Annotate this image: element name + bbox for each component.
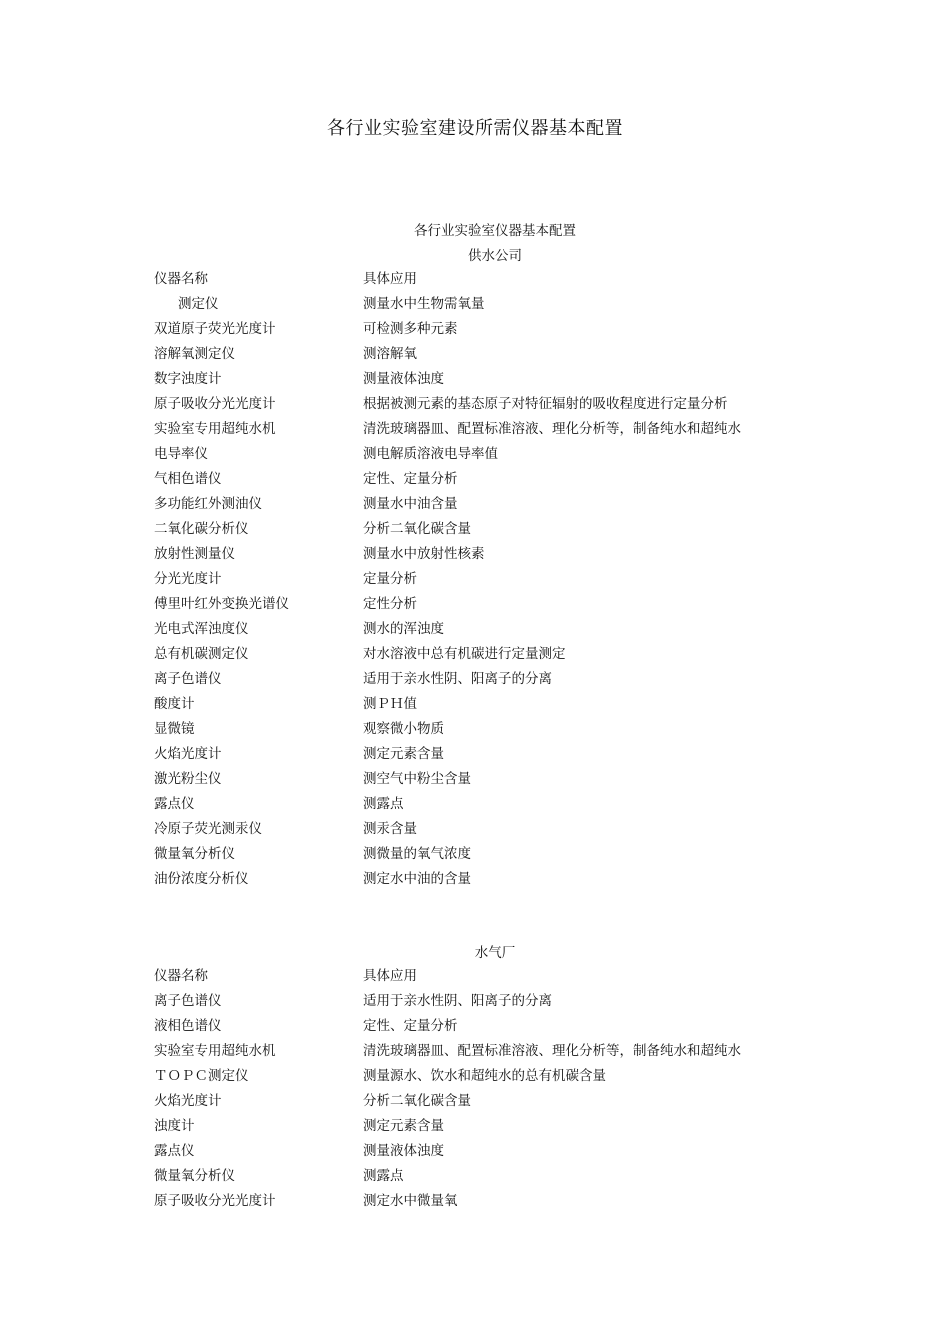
instrument-name: 双道原子荧光光度计 [154, 321, 276, 337]
instrument-name: 分光光度计 [154, 571, 222, 587]
instrument-name: 露点仪 [154, 796, 195, 812]
instrument-name: 显微镜 [154, 721, 195, 737]
document-title: 各行业实验室建设所需仪器基本配置 [327, 118, 623, 139]
instrument-use: 根据被测元素的基态原子对特征辐射的吸收程度进行定量分析 [363, 396, 728, 412]
instrument-name: 光电式浑浊度仪 [154, 621, 249, 637]
column-header-name: 仪器名称 [154, 271, 208, 287]
instrument-name: 二氧化碳分析仪 [154, 521, 249, 537]
instrument-name: 数字浊度计 [154, 371, 222, 387]
table-row [154, 692, 854, 717]
column-header-use: 具体应用 [363, 271, 417, 287]
table-row [154, 317, 854, 342]
table-row [154, 592, 854, 617]
instrument-use: 清洗玻璃器皿、配置标准溶液、理化分析等，制备纯水和超纯水 [363, 421, 741, 437]
table-row [154, 1039, 854, 1064]
instrument-use: 测量水中生物需氧量 [363, 296, 485, 312]
table-row [154, 292, 854, 317]
instrument-use: 测量水中放射性核素 [363, 546, 485, 562]
table-row [154, 567, 854, 592]
instrument-use: 分析二氧化碳含量 [363, 521, 471, 537]
table-row [154, 342, 854, 367]
instrument-name: 离子色谱仪 [154, 993, 222, 1009]
instrument-name: 原子吸收分光光度计 [154, 1193, 276, 1209]
table-row [154, 492, 854, 517]
instrument-name: 火焰光度计 [154, 1093, 222, 1109]
table-row [154, 392, 854, 417]
instrument-name: 激光粉尘仪 [154, 771, 222, 787]
table-row [154, 467, 854, 492]
instrument-use: 测空气中粉尘含量 [363, 771, 471, 787]
table-row [154, 742, 854, 767]
table-header [154, 964, 854, 989]
section-title-water-gas-plant: 水气厂 [474, 945, 516, 961]
table-row [154, 817, 854, 842]
instrument-use: 测量源水、饮水和超纯水的总有机碳含量 [363, 1068, 606, 1084]
instrument-use: 定性、定量分析 [363, 1018, 458, 1034]
instrument-use: 可检测多种元素 [363, 321, 458, 337]
instrument-name: 测定仪 [178, 296, 219, 312]
instrument-name: 总有机碳测定仪 [154, 646, 249, 662]
instrument-name: 实验室专用超纯水机 [154, 1043, 276, 1059]
instrument-name: 溶解氧测定仪 [154, 346, 235, 362]
instrument-name: 冷原子荧光测汞仪 [154, 821, 262, 837]
table-row [154, 1014, 854, 1039]
instrument-name: 酸度计 [154, 696, 195, 712]
instrument-use: 适用于亲水性阴、阳离子的分离 [363, 671, 552, 687]
instrument-use: 测量液体浊度 [363, 1143, 444, 1159]
table-row [154, 367, 854, 392]
table-row [154, 617, 854, 642]
table-row [154, 1189, 854, 1214]
instrument-name: 离子色谱仪 [154, 671, 222, 687]
table-row [154, 989, 854, 1014]
section-water-gas-plant [154, 964, 854, 1214]
instrument-name: 原子吸收分光光度计 [154, 396, 276, 412]
instrument-name: 微量氧分析仪 [154, 846, 235, 862]
instrument-use: 定性、定量分析 [363, 471, 458, 487]
instrument-name: 气相色谱仪 [154, 471, 222, 487]
table-row [154, 717, 854, 742]
instrument-name: 浊度计 [154, 1118, 195, 1134]
instrument-name: 放射性测量仪 [154, 546, 235, 562]
instrument-name: 电导率仪 [154, 446, 208, 462]
instrument-use: 分析二氧化碳含量 [363, 1093, 471, 1109]
table-row [154, 542, 854, 567]
instrument-use: 测ＰＨ值 [363, 696, 417, 712]
instrument-use: 测定水中微量氧 [363, 1193, 458, 1209]
instrument-use: 测定元素含量 [363, 1118, 444, 1134]
instrument-use: 测定元素含量 [363, 746, 444, 762]
instrument-use: 对水溶液中总有机碳进行定量测定 [363, 646, 566, 662]
column-header-name: 仪器名称 [154, 968, 208, 984]
instrument-use: 测量液体浊度 [363, 371, 444, 387]
instrument-use: 测露点 [363, 1168, 404, 1184]
instrument-name: 傅里叶红外变换光谱仪 [154, 596, 289, 612]
instrument-use: 测汞含量 [363, 821, 417, 837]
table-title: 各行业实验室仪器基本配置 [414, 223, 576, 239]
table-row [154, 667, 854, 692]
instrument-use: 定性分析 [363, 596, 417, 612]
instrument-use: 测电解质溶液电导率值 [363, 446, 498, 462]
table-row [154, 842, 854, 867]
table-row [154, 642, 854, 667]
instrument-use: 测定水中油的含量 [363, 871, 471, 887]
table-header [154, 267, 854, 292]
table-row [154, 767, 854, 792]
instrument-name: 实验室专用超纯水机 [154, 421, 276, 437]
section-water-supply [154, 267, 854, 892]
table-row [154, 417, 854, 442]
table-row [154, 1164, 854, 1189]
table-row [154, 867, 854, 892]
instrument-use: 定量分析 [363, 571, 417, 587]
instrument-use: 测溶解氧 [363, 346, 417, 362]
instrument-name: 火焰光度计 [154, 746, 222, 762]
instrument-use: 适用于亲水性阴、阳离子的分离 [363, 993, 552, 1009]
table-row [154, 1139, 854, 1164]
column-header-use: 具体应用 [363, 968, 417, 984]
instrument-name: 液相色谱仪 [154, 1018, 222, 1034]
table-row [154, 442, 854, 467]
instrument-use: 测露点 [363, 796, 404, 812]
table-row [154, 517, 854, 542]
instrument-use: 测量水中油含量 [363, 496, 458, 512]
instrument-use: 测微量的氧气浓度 [363, 846, 471, 862]
table-row [154, 1114, 854, 1139]
instrument-use: 清洗玻璃器皿、配置标准溶液、理化分析等，制备纯水和超纯水 [363, 1043, 741, 1059]
section-title-water-supply: 供水公司 [468, 248, 522, 264]
instrument-use: 测水的浑浊度 [363, 621, 444, 637]
table-row [154, 1089, 854, 1114]
instrument-name: 露点仪 [154, 1143, 195, 1159]
instrument-name: 多功能红外测油仪 [154, 496, 262, 512]
table-row [154, 792, 854, 817]
instrument-name: ＴＯＰＣ测定仪 [154, 1068, 249, 1084]
instrument-use: 观察微小物质 [363, 721, 444, 737]
instrument-name: 油份浓度分析仪 [154, 871, 249, 887]
table-row [154, 1064, 854, 1089]
instrument-name: 微量氧分析仪 [154, 1168, 235, 1184]
